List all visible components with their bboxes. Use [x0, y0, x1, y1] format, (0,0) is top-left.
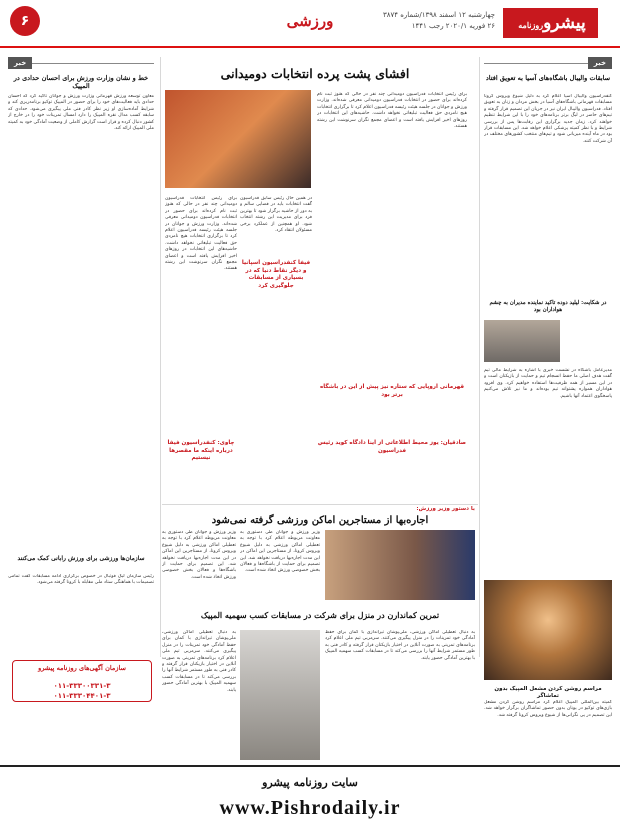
- pull-quote-1: فیفا کنفدراسیون اسپانیا و دیگر نقاط دنیا که در بسیاری از مسابقات جلوگیری کرد: [241, 260, 311, 289]
- logo-sub: روزنامه: [518, 20, 544, 30]
- page-number: ۶: [10, 6, 40, 36]
- archery-photo: [240, 630, 320, 760]
- bottom-body: به دنبال تعطیلی اماکن ورزشی، ملی‌پوشان تیراندازی با کمان برای حفظ آمادگی خود تمرینات را در منزل پیگیری می‌کنند. سرمربی تیم ملی اعلام کرد برنامه‌های تمرینی به صورت آنلاین در اختیار بازیکنان قرار گرفته و کادر فنی به طور مستمر شرایط آنها را بررسی می‌کند تا در مسابقات کسب سهمیه المپیک با بهترین آمادگی حضور یابند.: [325, 630, 475, 661]
- pull-quote-3: صادقیان: یوز محیط اطلاعاتی از اینا دادگاه کوید رئیس فدراسیون: [317, 440, 467, 454]
- pull-quote-2: قهرمانی اروپایی که ستاره نیز پیش از این در باشگاه برتر بود: [319, 384, 465, 398]
- main-body: برای رئیس انتخابات فدراسیون دومیدانی چند نفر در حالی که هنوز ثبت نام کرده‌اند برای حضور در انتخابات فدراسیون دومیدانی معرفی شده‌اند. وزارت ورزش و جوانان در جلسه هیئت رئیسه فدراسیون اعلام کرد تا برگزاری انتخابات هیچ نامزدی حق فعالیت تبلیغاتی نخواهد داشت. حاشیه‌های این انتخابات در روزهای اخیر افزایش یافته است و اعضای مجمع نگران سرنوشت این رشته هستند.: [317, 92, 467, 130]
- footer-url[interactable]: www.Pishrodaily.ir: [219, 797, 401, 819]
- date-line-1: چهارشنبه ۱۲ اسفند ۱۳۹۸/شماره ۳۸۷۴: [382, 11, 495, 19]
- minister-photo: [325, 530, 475, 600]
- left-headline: خط و نشان وزارت ورزش برای احسان حدادی در المپیک: [13, 74, 149, 90]
- official-photo: [484, 320, 560, 362]
- middle-kicker: با دستور وزیر ورزش:: [416, 506, 475, 512]
- date-line: [383, 10, 495, 32]
- left-news-tag: خبر: [8, 57, 32, 69]
- main-body-col-2: در همین حال رئیس سابق فدراسیون گفت انتخابات باید در فضایی سالم و به دور از حاشیه برگزار شود تا بهترین فرد برای مدیریت این رشته انتخاب شود. او همچنین از عملکرد برخی مسئولان انتقاد کرد.: [240, 196, 312, 234]
- ad-title: سازمان آگهی‌های روزنامه پیشرو: [38, 664, 126, 672]
- footer-label: سایت روزنامه پیشرو: [262, 776, 358, 789]
- torch-body: کمیته بین‌المللی المپیک اعلام کرد مراسم روشن کردن مشعل بازی‌های توکیو در یونان بدون حضور تماشاگران برگزار خواهد شد. این تصمیم در پی نگرانی‌ها از شیوع ویروس کرونا گرفته شد.: [484, 700, 612, 718]
- right-headline: سابقات والیبال باشگاه‌های آسیا به تعویق افتاد: [485, 74, 611, 82]
- column-divider-right: [479, 57, 480, 657]
- right-subhead: در شکایت: لیلید دوده تاکید نماینده مدیران به چشم هواداران بود: [489, 300, 607, 313]
- middle-headline: اجاره‌بها از مستاجرین اماکن ورزشی گرفته نمی‌شود: [211, 515, 429, 526]
- bottom-body-col-2: به دنبال تعطیلی اماکن ورزشی، ملی‌پوشان تیراندازی با کمان برای حفظ آمادگی خود تمرینات را در منزل پیگیری می‌کنند. سرمربی تیم ملی اعلام کرد برنامه‌های تمرینی به صورت آنلاین در اختیار بازیکنان قرار گرفته و کادر فنی به طور مستمر شرایط آنها را بررسی می‌کند تا در مسابقات کسب سهمیه المپیک با بهترین آمادگی حضور یابند.: [162, 630, 236, 693]
- right-body-2: مدیرعامل باشگاه در نشست خبری با اشاره به شرایط مالی تیم گفت هدف اصلی ما حفظ انسجام تیم و حمایت از بازیکنان است و در این مسیر از همه ظرفیت‌ها استفاده خواهیم کرد. وی افزود هواداران همواره پشتوانه تیم بوده‌اند و ما نیز تلاش می‌کنیم پاسخگوی اعتماد آنها باشیم.: [484, 368, 612, 399]
- pull-quote-4: چاوی: کنفدراسیون فیفا درباره اینکه ما مقصرها نیستیم: [167, 440, 235, 461]
- torch-photo: [484, 580, 612, 680]
- middle-body: وزیر ورزش و جوانان طی دستوری به معاونت مربوطه اعلام کرد با توجه به تعطیلی اماکن ورزشی به دلیل شیوع ویروس کرونا، از مستاجرین این اماکن در این مدت اجاره‌بها دریافت نخواهد شد. این تصمیم برای حمایت از باشگاه‌ها و فعالان بخش خصوصی ورزش اتخاذ شده است.: [240, 530, 320, 574]
- track-photo: [165, 90, 311, 188]
- left-subhead: سازمان‌ها ورزشی برای ورزش رابانی کمک می‌کنند: [17, 555, 145, 562]
- ad-phone-2: ۰۱۱-۳۳۳۰۴۴۰۱-۳: [53, 692, 111, 700]
- section-title: ورزشی: [286, 12, 334, 30]
- middle-top-rule: [162, 504, 478, 505]
- left-body: معاون توسعه ورزش قهرمانی وزارت ورزش و جوانان تاکید کرد که احسان حدادی باید فعالیت‌های خود را برای حضور در المپیک توکیو برنامه‌ریزی کند و شرایط آماده‌سازی او زیر نظر کادر فنی ملی پیگیری می‌شود. حدادی که سابقه کسب مدال نقره المپیک را دارد امسال تمرینات خود را در خارج از کشور دنبال کرده و قرار است گزارش کاملی از وضعیت آمادگی خود به کمیته ملی المپیک ارائه کند.: [8, 94, 154, 132]
- bottom-headline: تمرین کماندارن در منزل برای شرکت در مسابقات کسب سهمیه المپیک: [200, 610, 440, 620]
- date-line-2: ۲۶ فوریه ۲۰۲۰/۱ رجب ۱۴۴۱: [411, 22, 495, 30]
- torch-caption: مراسم روشن کردن مشعل المپیک بدون تماشاگر: [494, 686, 602, 699]
- column-divider-left: [160, 57, 161, 657]
- right-body: کنفدراسیون والیبال آسیا اعلام کرد به دلیل شیوع ویروس کرونا مسابقات قهرمانی باشگاه‌های آسیا در بخش مردان و زنان به تعویق افتاد. فدراسیون والیبال ایران نیز در جریان این تصمیم قرار گرفته و تیم‌های حاضر در لیگ برتر برنامه‌های خود را با این شرایط تنظیم خواهند کرد. زمان جدید برگزاری این رقابت‌ها پس از بررسی شرایط و با نظر کمیته پزشکی اعلام خواهد شد. این مسابقات قرار بود در ماه آینده میزبانی شود و تیم‌های منتخب کشورهای مختلف در آن شرکت کنند.: [484, 94, 612, 144]
- middle-body-col-2: وزیر ورزش و جوانان طی دستوری به معاونت مربوطه اعلام کرد با توجه به تعطیلی اماکن ورزشی به دلیل شیوع ویروس کرونا، از مستاجرین این اماکن در این مدت اجاره‌بها دریافت نخواهد شد. این تصمیم برای حمایت از باشگاه‌ها و فعالان بخش خصوصی ورزش اتخاذ شده است.: [162, 530, 236, 580]
- left-body-2: رئیس سازمان لیگ فوتبال در خصوص برگزاری ادامه مسابقات گفت تمامی تصمیمات با هماهنگی ستاد ملی مقابله با کرونا گرفته می‌شود.: [8, 574, 154, 586]
- ad-phone-1: ۰۱۱-۳۳۳۰۰۳۳۱-۳: [53, 682, 111, 690]
- newspaper-logo: [503, 8, 598, 38]
- logo-text: پیشرو: [543, 13, 586, 33]
- main-body-col-3: برای رئیس انتخابات فدراسیون دومیدانی چند نفر در حالی که هنوز ثبت نام کرده‌اند برای حضور در انتخابات فدراسیون دومیدانی معرفی شده‌اند. وزارت ورزش و جوانان در جلسه هیئت رئیسه فدراسیون اعلام کرد تا برگزاری انتخابات هیچ نامزدی حق فعالیت تبلیغاتی نخواهد داشت. حاشیه‌های این انتخابات در روزهای اخیر افزایش یافته است و اعضای مجمع نگران سرنوشت این رشته هستند.: [165, 196, 237, 272]
- right-news-tag: خبر: [588, 57, 612, 69]
- main-headline: افشای پشت پرده انتخابات دومیدانی: [220, 66, 410, 81]
